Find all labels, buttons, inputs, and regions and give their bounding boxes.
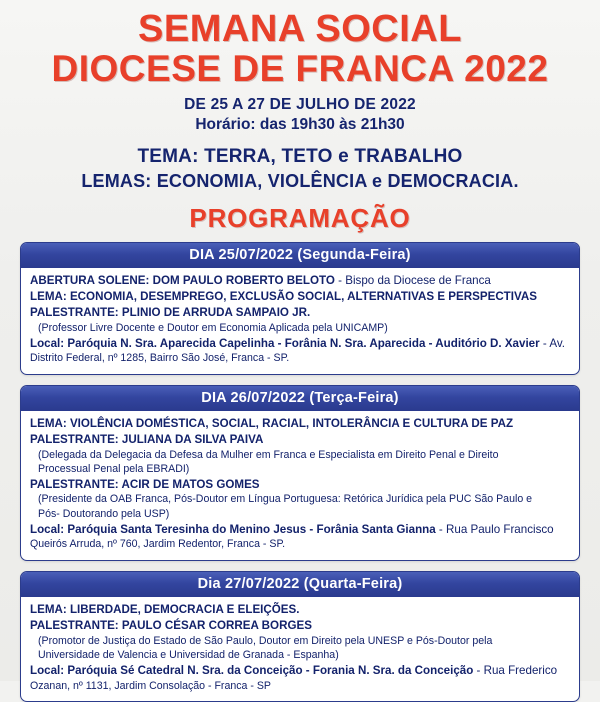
- line-label: LEMA:: [30, 290, 67, 304]
- day-body: [21, 411, 579, 560]
- day-header: Dia 27/07/2022 (Quarta-Feira): [21, 572, 579, 597]
- poster-title-block: [14, 10, 586, 87]
- day-line: [30, 274, 570, 289]
- poster-dates-block: [14, 96, 586, 134]
- line-value: DOM PAULO ROBERTO BELOTO: [152, 274, 335, 288]
- day-line: [30, 337, 570, 352]
- day-card-3: [20, 571, 580, 702]
- day-line: [30, 619, 570, 634]
- line-tail: - Rua Paulo Francisco: [438, 522, 554, 536]
- poster-mottos: LEMAS: ECONOMIA, VIOLÊNCIA e DEMOCRACIA.: [81, 171, 519, 192]
- poster-schedule: Horário: das 19h30 às 21h30: [195, 116, 405, 134]
- day-line: [30, 523, 570, 538]
- line-label: Local:: [30, 522, 65, 536]
- line-value: PLINIO DE ARRUDA SAMPAIO JR.: [121, 306, 311, 320]
- line-value: Paróquia Santa Teresinha do Menino Jesus - Forânia Santa Gianna: [67, 522, 436, 536]
- line-value: JULIANA DA SILVA PAIVA: [121, 432, 264, 446]
- day-line-note: Queirós Arruda, nº 760, Jardim Redentor, Franca - SP.: [30, 538, 286, 551]
- line-value: ECONOMIA, DESEMPREGO, EXCLUSÃO SOCIAL, ALTERNATIVAS E PERSPECTIVAS: [69, 290, 537, 304]
- line-value: ACIR DE MATOS GOMES: [121, 477, 260, 491]
- poster-title-line-2: DIOCESE DE FRANCA 2022: [51, 47, 549, 89]
- poster-theme: TEMA: TERRA, TETO e TRABALHO: [137, 146, 463, 168]
- line-label: Local:: [30, 663, 65, 677]
- poster-theme-block: [14, 146, 586, 192]
- day-line: [30, 433, 570, 448]
- line-value: PAULO CÉSAR CORREA BORGES: [121, 618, 312, 632]
- day-body: [21, 268, 579, 373]
- line-value: Paróquia Sé Catedral N. Sra. da Conceição - Forania N. Sra. da Conceição: [67, 663, 474, 677]
- day-line: [30, 603, 570, 618]
- day-line-note: (Professor Livre Docente e Doutor em Economia Aplicada pela UNICAMP): [38, 321, 388, 334]
- day-card-2: [20, 385, 580, 561]
- day-line-note: Ozanan, nº 1131, Jardim Consolação - Franca - SP: [30, 679, 271, 692]
- line-value: VIOLÊNCIA DOMÉSTICA, SOCIAL, RACIAL, INTOLERÂNCIA E CULTURA DE PAZ: [69, 416, 514, 430]
- line-label: Local:: [30, 336, 65, 350]
- day-line-note: Pós- Doutorando pela USP): [38, 508, 170, 521]
- line-tail: - Av.: [542, 336, 565, 350]
- line-tail: - Rua Frederico: [476, 663, 558, 677]
- day-line: [30, 664, 570, 679]
- day-line: [30, 306, 570, 321]
- day-body: [21, 597, 579, 701]
- line-label: PALESTRANTE:: [30, 306, 119, 320]
- day-line-note: (Presidente da OAB Franca, Pós-Doutor em Língua Portuguesa: Retórica Jurídica pela PUC São Paulo e: [38, 493, 533, 506]
- poster-title-line-1: SEMANA SOCIAL: [138, 8, 462, 50]
- line-label: PALESTRANTE:: [30, 477, 119, 491]
- day-line-note: Universidade de Valencia e Universidad de Granada - Espanha): [38, 649, 339, 662]
- program-title: PROGRAMAÇÃO: [189, 203, 411, 234]
- day-line-note: (Delegada da Delegacia da Defesa da Mulher em Franca e Especialista em Direito Penal e Direito: [38, 448, 499, 461]
- day-header: DIA 25/07/2022 (Segunda-Feira): [21, 243, 579, 268]
- line-label: ABERTURA SOLENE:: [30, 274, 150, 288]
- day-card-1: [20, 242, 580, 374]
- poster-dates: DE 25 A 27 DE JULHO DE 2022: [184, 96, 416, 114]
- line-value: Paróquia N. Sra. Aparecida Capelinha - Forânia N. Sra. Aparecida - Auditório D. Xavier: [67, 336, 540, 350]
- day-line-note: Processual Penal pela EBRADI): [38, 463, 190, 476]
- line-label: PALESTRANTE:: [30, 618, 119, 632]
- day-line-note: Distrito Federal, nº 1285, Bairro São José, Franca - SP.: [30, 352, 290, 365]
- day-line: [30, 290, 570, 305]
- line-label: PALESTRANTE:: [30, 432, 119, 446]
- line-value: LIBERDADE, DEMOCRACIA E ELEIÇÕES.: [69, 602, 300, 616]
- day-line: [30, 478, 570, 493]
- line-tail: - Bispo da Diocese de Franca: [338, 274, 491, 288]
- day-header: DIA 26/07/2022 (Terça-Feira): [21, 386, 579, 411]
- line-label: LEMA:: [30, 602, 67, 616]
- line-label: LEMA:: [30, 416, 67, 430]
- day-line: [30, 417, 570, 432]
- day-line-note: (Promotor de Justiça do Estado de São Paulo, Doutor em Direito pela UNESP e Pós-Doutor pela: [38, 634, 493, 647]
